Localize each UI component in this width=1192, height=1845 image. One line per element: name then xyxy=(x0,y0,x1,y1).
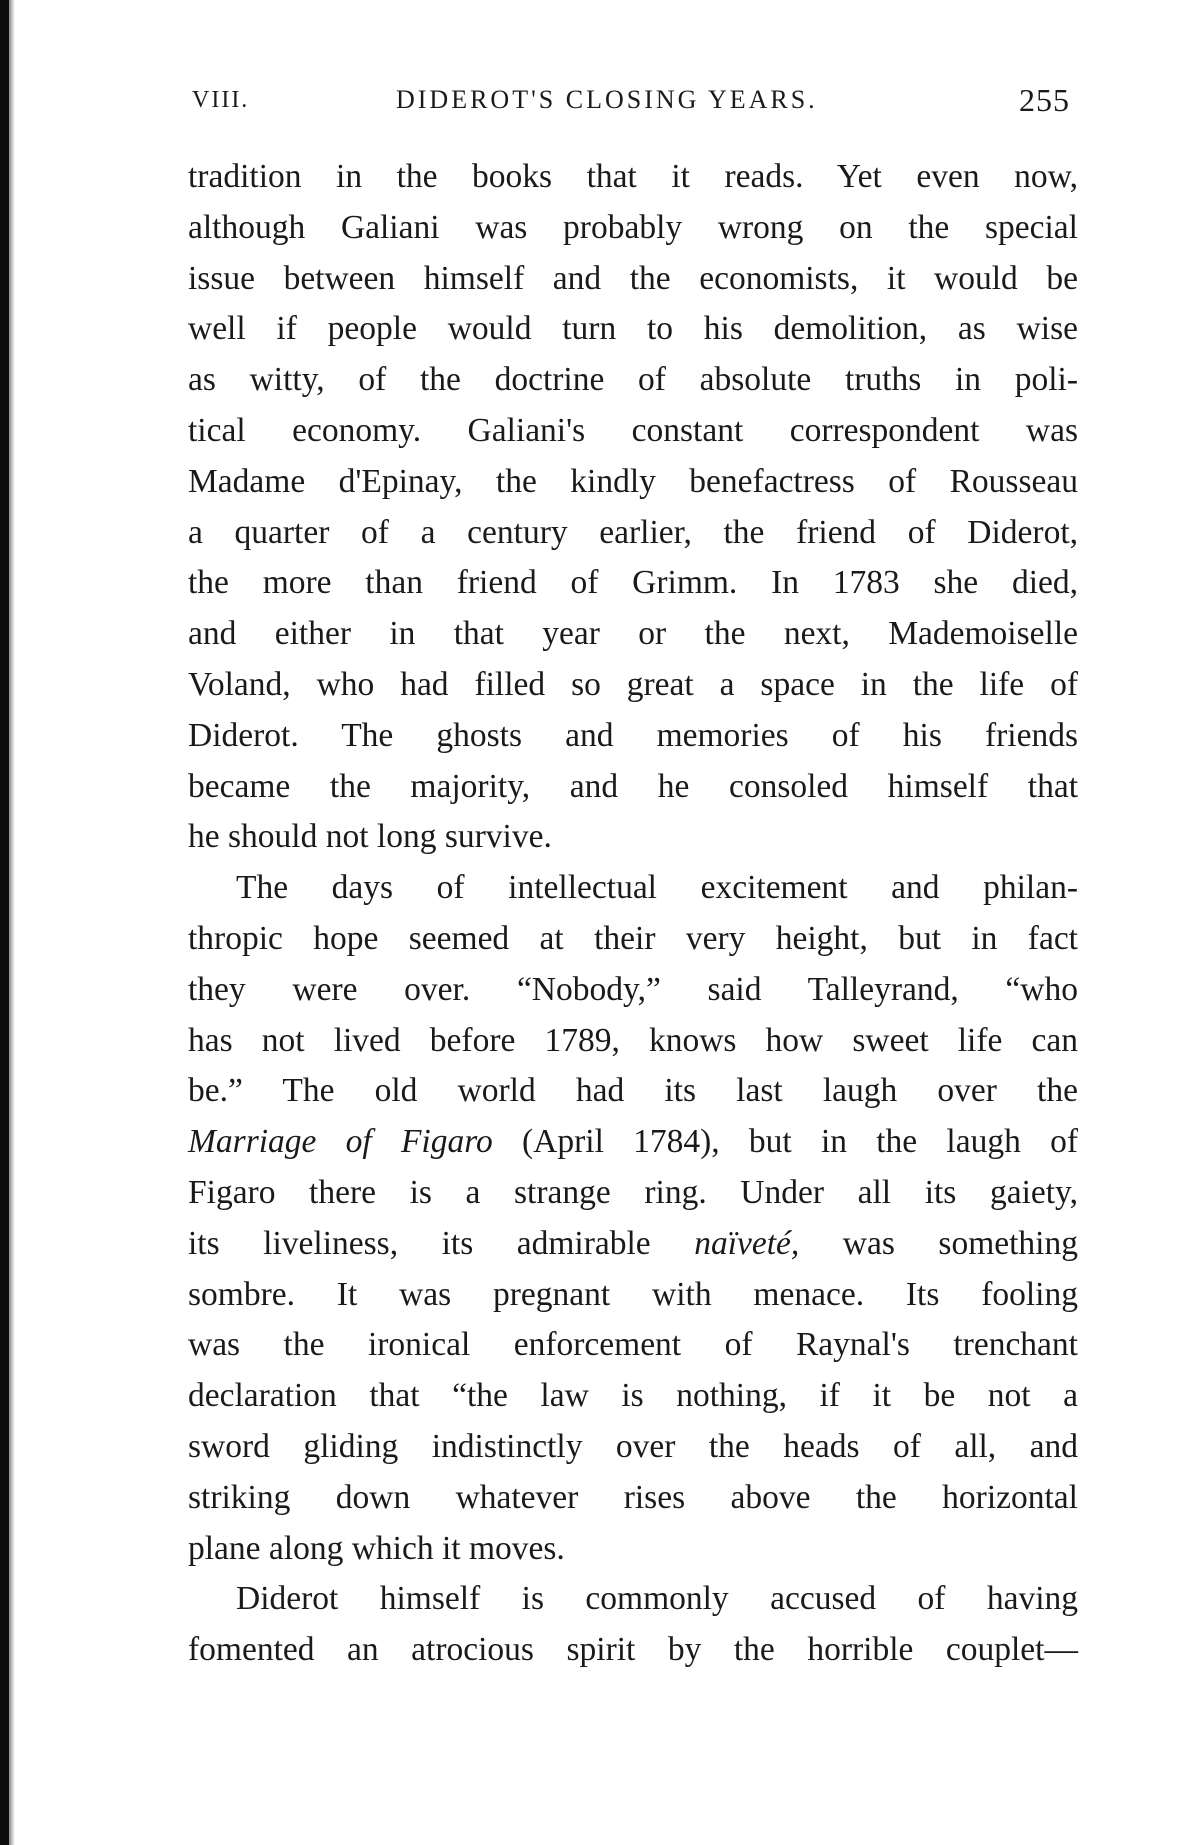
text-line: although Galiani was probably wrong on the special xyxy=(188,208,1078,246)
text-line: well if people would turn to his demolition, as wise xyxy=(188,310,1078,348)
text-segment: its liveliness, its admirable xyxy=(188,1224,695,1262)
text-line: plane along which it moves. xyxy=(188,1529,565,1567)
text-line: thropic hope seemed at their very height, but in fact xyxy=(188,919,1078,957)
text-line: tical economy. Galiani's constant correspondent was xyxy=(188,411,1078,449)
body-text xyxy=(188,152,1078,1676)
text-line: The days of intellectual excitement and philan- xyxy=(236,869,1078,907)
text-line: was the ironical enforcement of Raynal's trenchant xyxy=(188,1326,1078,1364)
text-line: sombre. It was pregnant with menace. Its fooling xyxy=(188,1275,1078,1313)
text-line: be.” The old world had its last laugh over the xyxy=(188,1072,1078,1110)
text-line: they were over. “Nobody,” said Talleyrand, “who xyxy=(188,970,1078,1008)
text-line: a quarter of a century earlier, the friend of Diderot, xyxy=(188,513,1078,551)
text-line: and either in that year or the next, Mademoiselle xyxy=(188,615,1078,653)
binding-shadow xyxy=(9,0,15,1845)
running-title: DIDEROT'S CLOSING YEARS. xyxy=(396,85,818,114)
italic-word: naïveté, xyxy=(694,1224,800,1262)
text-line: sword gliding indistinctly over the heads of all, and xyxy=(188,1427,1078,1465)
text-line: became the majority, and he consoled himself that xyxy=(188,767,1078,805)
text-line: issue between himself and the economists, it would be xyxy=(188,259,1078,297)
binding-edge xyxy=(0,0,9,1845)
text-line: declaration that “the law is nothing, if it be not a xyxy=(188,1377,1078,1415)
text-line: has not lived before 1789, knows how sweet life can xyxy=(188,1021,1078,1059)
text-line: striking down whatever rises above the horizontal xyxy=(188,1478,1078,1516)
text-line: Figaro there is a strange ring. Under all its gaiety, xyxy=(188,1173,1078,1211)
text-line: Madame d'Epinay, the kindly benefactress of Rousseau xyxy=(188,462,1078,500)
text-line: fomented an atrocious spirit by the horrible couplet— xyxy=(188,1631,1078,1669)
italic-title: Marriage of Figaro xyxy=(188,1123,493,1161)
text-line: Diderot. The ghosts and memories of his friends xyxy=(188,716,1078,754)
text-line: Voland, who had filled so great a space in the life of xyxy=(188,665,1078,703)
book-page xyxy=(188,80,1078,1676)
text-segment: was something xyxy=(799,1224,1078,1262)
text-line: Diderot himself is commonly accused of having xyxy=(236,1580,1078,1618)
text-line: the more than friend of Grimm. In 1783 she died, xyxy=(188,564,1078,602)
text-line: he should not long survive. xyxy=(188,818,552,856)
page-number: 255 xyxy=(1019,82,1070,118)
running-head xyxy=(188,80,1078,120)
text-segment: (April 1784), but in the laugh of xyxy=(492,1123,1078,1161)
text-line: tradition in the books that it reads. Yet even now, xyxy=(188,158,1078,195)
text-line: as witty, of the doctrine of absolute truths in poli- xyxy=(188,361,1078,399)
text-line xyxy=(188,1117,1078,1168)
text-line xyxy=(188,1219,1078,1270)
chapter-number: VIII. xyxy=(192,87,250,113)
